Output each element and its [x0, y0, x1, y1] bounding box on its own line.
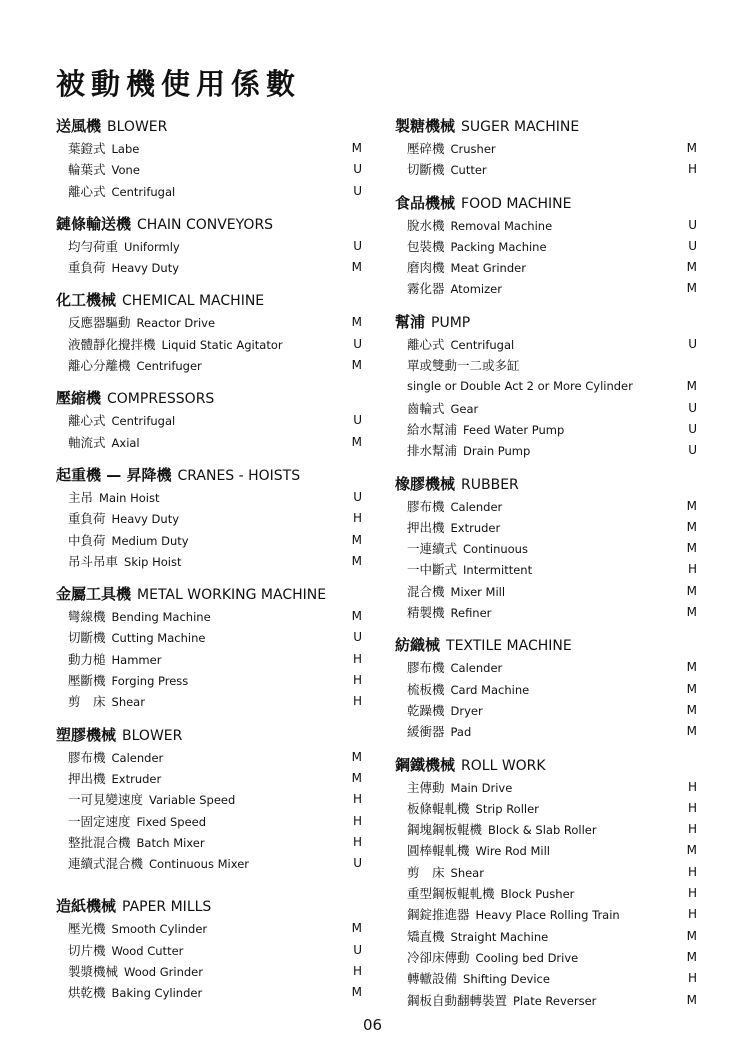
item-label-zh: 葉鐙式 — [68, 141, 106, 156]
item-label-zh: 一連續式 — [407, 541, 458, 557]
item-label-zh: 一可見變速度 — [68, 792, 144, 808]
item-label-en: Card Machine — [450, 682, 530, 697]
service-factor-code: U — [688, 443, 697, 458]
item-label-en: Calender — [450, 499, 503, 514]
item-label-en: Meat Grinder — [450, 261, 526, 276]
item-label-zh: 離心分離機 — [68, 358, 131, 374]
section-heading — [56, 463, 362, 487]
item-label-zh: 鋼錠推進器 — [407, 907, 470, 923]
service-factor-code: U — [353, 856, 362, 871]
item-label-zh: 切片機 — [68, 942, 106, 958]
item-label-zh: 均勻荷重 — [68, 238, 119, 254]
section-heading-zh: 起重機 — 昇降機 — [56, 465, 172, 484]
list-item — [395, 926, 697, 947]
service-factor-code: M — [686, 681, 697, 696]
service-factor-code: H — [687, 822, 697, 837]
service-factor-code: M — [686, 583, 697, 598]
item-label-zh: 連續式混合機 — [68, 856, 144, 872]
item-label-zh: 包裝機 — [407, 238, 445, 254]
section-heading-en: CRANES - HOISTS — [177, 467, 301, 484]
item-label-en: Vone — [111, 163, 140, 178]
section-heading — [395, 191, 697, 215]
item-label-en: Shear — [111, 695, 145, 710]
list-item — [56, 940, 362, 961]
section-heading — [395, 310, 697, 334]
list-item — [56, 691, 362, 712]
list-item — [395, 883, 697, 904]
item-label-en: Forging Press — [111, 674, 189, 689]
section-heading — [56, 582, 362, 606]
item-label-zh: 製漿機械 — [68, 964, 119, 980]
item-label-zh: 冷卻床傳動 — [407, 949, 470, 965]
section-heading — [395, 114, 697, 138]
item-label-zh: 中負荷 — [68, 532, 106, 548]
list-item — [56, 236, 362, 257]
item-label-zh: 吊斗吊車 — [68, 553, 119, 569]
item-label-zh: 緩衝器 — [407, 724, 445, 740]
service-factor-code: U — [353, 162, 362, 177]
list-item — [56, 138, 362, 159]
service-factor-code: H — [687, 800, 697, 815]
list-item — [395, 947, 697, 968]
section-heading-zh: 製糖機械 — [395, 117, 456, 135]
section-heading-zh: 橡膠機械 — [395, 474, 456, 493]
item-label-zh: 霧化器 — [407, 281, 445, 297]
list-item — [56, 551, 362, 572]
item-label-zh: 梳板機 — [407, 681, 445, 697]
service-factor-code: H — [687, 162, 697, 177]
section-heading-zh: 金屬工具機 — [56, 585, 132, 604]
service-factor-code: U — [688, 400, 697, 415]
service-factor-code: M — [351, 749, 362, 764]
list-item — [395, 904, 697, 925]
service-factor-code: M — [351, 921, 362, 936]
item-label-zh: 一固定速度 — [68, 813, 131, 829]
section-heading — [56, 212, 362, 236]
service-factor-code: U — [688, 217, 697, 232]
item-label-zh: 離心式 — [68, 183, 106, 199]
item-label-en: Cutting Machine — [111, 631, 206, 646]
service-factor-code: H — [352, 813, 362, 828]
service-factor-code: M — [686, 498, 697, 513]
section-heading-en: PAPER MILLS — [122, 899, 212, 916]
list-item — [395, 657, 697, 678]
item-label-en: Plate Reverser — [513, 993, 597, 1008]
list-item — [56, 312, 362, 333]
item-label-zh: 板條輥軋機 — [407, 800, 470, 816]
service-factor-code: U — [353, 238, 362, 253]
service-factor-code: M — [351, 609, 362, 624]
service-factor-code: M — [686, 519, 697, 534]
section-heading-zh: 食品機械 — [395, 193, 456, 212]
item-label-en: Calender — [111, 750, 164, 765]
item-label-en: Refiner — [450, 606, 492, 621]
item-label-en: Bending Machine — [111, 610, 211, 625]
service-factor-code: M — [351, 532, 362, 547]
item-label-en: Centrifugal — [111, 184, 176, 199]
item-label-en: single or Double Act 2 or More Cylinder — [407, 379, 633, 394]
item-label-en: Shear — [450, 865, 484, 880]
service-factor-code: M — [686, 843, 697, 858]
service-factor-code: U — [688, 421, 697, 436]
item-label-en: Variable Speed — [149, 793, 236, 808]
item-label-en: Crusher — [450, 142, 496, 156]
item-label-en: Liquid Static Agitator — [161, 337, 283, 352]
service-factor-code: H — [687, 886, 697, 901]
section-heading-en: METAL WORKING MACHINE — [137, 587, 327, 604]
item-label-zh: 混合機 — [407, 583, 445, 599]
page-title: 被動機使用係數 — [56, 67, 302, 101]
item-label-en: Main Drive — [450, 780, 513, 795]
list-item — [395, 581, 697, 602]
list-item — [395, 721, 697, 742]
service-factor-code: M — [351, 553, 362, 568]
item-label-zh: 切斷機 — [68, 630, 106, 646]
section-heading-zh: 壓縮機 — [56, 389, 102, 408]
list-item — [56, 853, 362, 874]
service-factor-code: H — [352, 964, 362, 979]
item-label-zh: 精製機 — [407, 605, 445, 621]
list-item — [395, 419, 697, 440]
item-label-en: Atomizer — [450, 282, 502, 297]
service-factor-code: U — [353, 942, 362, 957]
section-heading-en: PUMP — [431, 314, 471, 331]
list-item — [395, 440, 697, 461]
item-label-en: Uniformly — [124, 239, 180, 254]
section-heading — [395, 753, 697, 777]
list-item — [56, 432, 362, 453]
list-item — [395, 777, 697, 798]
item-label-en: Centrifugal — [450, 337, 515, 352]
item-label-zh: 給水幫浦 — [407, 421, 458, 437]
list-item — [56, 159, 362, 180]
item-label-en: Cutter — [450, 163, 487, 178]
item-label-en: Feed Water Pump — [463, 422, 565, 437]
list-item — [56, 606, 362, 627]
service-factor-code: M — [351, 434, 362, 449]
service-factor-code: M — [686, 724, 697, 739]
item-label-zh: 液體靜化攪拌機 — [68, 336, 156, 352]
service-factor-code: H — [687, 971, 697, 986]
item-label-en: Batch Mixer — [136, 835, 205, 850]
section-heading-en: RUBBER — [461, 476, 519, 493]
list-item — [395, 819, 697, 840]
list-item — [395, 398, 697, 419]
section-heading — [395, 633, 697, 657]
list-item — [395, 538, 697, 559]
section-heading — [56, 288, 362, 312]
service-factor-code: U — [353, 630, 362, 645]
item-label-en: Continuous — [463, 542, 528, 557]
service-factor-code: H — [687, 562, 697, 577]
list-item — [395, 602, 697, 623]
item-label-zh: 乾躁機 — [407, 702, 445, 718]
item-label-en: Baking Cylinder — [111, 986, 203, 1001]
section-heading-zh: 造紙機械 — [56, 897, 117, 916]
item-label-en: Dryer — [450, 703, 483, 718]
item-label-zh: 離心式 — [68, 413, 106, 429]
item-label-zh: 矯直機 — [407, 928, 445, 944]
item-label-en: Heavy Duty — [111, 512, 180, 527]
item-label-en: Intermittent — [463, 563, 533, 578]
list-item — [56, 832, 362, 853]
list-item — [56, 334, 362, 355]
item-label-en: Packing Machine — [450, 239, 547, 254]
list-item — [56, 768, 362, 789]
item-label-en: Medium Duty — [111, 533, 189, 548]
service-factor-code: M — [351, 770, 362, 785]
service-factor-code: U — [688, 238, 697, 253]
list-item — [395, 517, 697, 538]
item-label-zh: 壓斷機 — [68, 673, 106, 689]
list-item — [56, 181, 362, 202]
section-heading-en: BLOWER — [107, 119, 168, 135]
list-item — [56, 747, 362, 768]
item-label-en: Labe — [111, 142, 140, 156]
item-label-zh: 主吊 — [68, 489, 94, 505]
item-label-en: Continuous Mixer — [149, 857, 249, 872]
item-label-en: Calender — [450, 661, 503, 676]
section-heading-zh: 鋼鐵機械 — [395, 755, 456, 774]
item-label-en: Gear — [450, 401, 479, 416]
service-factor-code: H — [687, 864, 697, 879]
list-item — [395, 376, 697, 397]
service-factor-code: M — [351, 260, 362, 275]
item-label-zh: 重負荷 — [68, 260, 106, 276]
item-label-en: Wood Grinder — [124, 965, 203, 980]
list-item — [395, 355, 697, 376]
item-label-zh: 反應器驅動 — [68, 315, 131, 331]
service-factor-code: H — [352, 792, 362, 807]
service-factor-code: U — [353, 413, 362, 428]
service-factor-code: M — [686, 260, 697, 275]
item-label-en: Cooling bed Drive — [475, 950, 579, 965]
item-label-zh: 單或雙動一二或多缸 — [407, 358, 520, 374]
service-factor-code: M — [686, 379, 697, 394]
item-label-zh: 輪葉式 — [68, 162, 106, 178]
page-number: 06 — [362, 1016, 383, 1034]
list-item — [395, 496, 697, 517]
item-label-en: Block Pusher — [500, 887, 575, 902]
item-label-zh: 膠布機 — [407, 660, 445, 676]
item-label-zh: 整批混合機 — [68, 834, 131, 850]
item-label-zh: 離心式 — [407, 336, 445, 352]
item-label-en: Fixed Speed — [136, 814, 207, 829]
list-item — [56, 789, 362, 810]
list-item — [56, 811, 362, 832]
section-heading-zh: 鏈條輸送機 — [56, 214, 132, 233]
service-factor-code: M — [686, 949, 697, 964]
item-label-zh: 轉轍設備 — [407, 971, 458, 987]
service-factor-code: M — [686, 605, 697, 620]
item-label-en: Centrifugal — [111, 414, 176, 429]
service-factor-code: H — [352, 834, 362, 849]
item-label-zh: 重負荷 — [68, 511, 106, 527]
list-item — [395, 700, 697, 721]
item-label-zh: 押出機 — [407, 519, 445, 535]
section-heading-en: BLOWER — [122, 727, 183, 744]
item-label-zh: 軸流式 — [68, 434, 106, 450]
section-heading-zh: 塑膠機械 — [56, 725, 117, 744]
item-label-en: Drain Pump — [463, 444, 531, 459]
list-item — [56, 961, 362, 982]
item-label-zh: 重型鋼板輥軋機 — [407, 886, 495, 902]
item-label-en: Extruder — [450, 520, 501, 535]
list-item — [56, 670, 362, 691]
section-heading-zh: 化工機械 — [56, 291, 117, 310]
item-label-en: Axial — [111, 435, 140, 450]
service-factor-code: U — [353, 336, 362, 351]
item-label-zh: 脫水機 — [407, 217, 445, 233]
item-label-zh: 壓光機 — [68, 921, 106, 937]
item-label-en: Centrifuger — [136, 359, 202, 374]
service-factor-code: M — [351, 358, 362, 373]
service-factor-code: U — [353, 489, 362, 504]
section-heading-en: FOOD MACHINE — [461, 195, 572, 212]
list-item — [395, 257, 697, 278]
item-label-zh: 主傳動 — [407, 779, 445, 795]
item-label-zh: 磨肉機 — [407, 260, 445, 276]
section-heading — [56, 114, 362, 138]
service-factor-code: M — [686, 141, 697, 155]
list-item — [56, 355, 362, 376]
item-label-en: Wood Cutter — [111, 943, 184, 958]
section-heading-en: ROLL WORK — [461, 757, 546, 774]
item-label-zh: 膠布機 — [407, 498, 445, 514]
item-label-zh: 壓碎機 — [407, 141, 445, 156]
section-heading-en: CHEMICAL MACHINE — [122, 293, 265, 310]
item-label-en: Main Hoist — [99, 490, 160, 505]
section-heading-en: COMPRESSORS — [107, 391, 215, 408]
list-item — [395, 968, 697, 989]
service-factor-code: M — [686, 928, 697, 943]
service-factor-code: M — [686, 702, 697, 717]
list-item — [395, 559, 697, 580]
service-factor-code: H — [687, 779, 697, 794]
item-label-en: Shifting Device — [463, 972, 550, 987]
list-item — [395, 138, 697, 159]
item-label-en: Straight Machine — [450, 929, 549, 944]
item-label-en: Block & Slab Roller — [488, 823, 597, 838]
item-label-zh: 切斷機 — [407, 162, 445, 178]
item-label-zh: 鋼板自動翻轉裝置 — [407, 992, 508, 1008]
section-heading — [395, 472, 697, 496]
item-label-en: Extruder — [111, 771, 162, 786]
item-label-en: Hammer — [111, 652, 162, 667]
service-factor-code: M — [686, 992, 697, 1007]
list-item — [395, 798, 697, 819]
list-item — [56, 487, 362, 508]
service-factor-code: U — [688, 336, 697, 351]
item-label-en: Pad — [450, 725, 472, 740]
list-item — [56, 627, 362, 648]
service-factor-code: M — [351, 141, 362, 155]
item-label-zh: 齒輪式 — [407, 400, 445, 416]
item-label-zh: 剪 床 — [407, 864, 445, 880]
item-label-zh: 排水幫浦 — [407, 443, 458, 459]
item-label-zh: 鋼塊鋼板輥機 — [407, 822, 483, 838]
service-factor-code: M — [686, 281, 697, 296]
item-label-en: Smooth Cylinder — [111, 922, 208, 937]
service-factor-code: H — [352, 511, 362, 526]
list-item — [395, 990, 697, 1011]
item-label-en: Reactor Drive — [136, 316, 216, 331]
item-label-en: Removal Machine — [450, 218, 553, 233]
item-label-en: Skip Hoist — [124, 554, 182, 569]
section-heading-en: TEXTILE MACHINE — [446, 638, 572, 655]
section-heading — [56, 386, 362, 410]
item-label-zh: 剪 床 — [68, 694, 106, 710]
item-label-zh: 動力槌 — [68, 651, 106, 667]
section-heading-zh: 幫浦 — [395, 312, 426, 331]
section-heading — [56, 894, 362, 918]
item-label-zh: 押出機 — [68, 770, 106, 786]
service-factor-code: U — [353, 183, 362, 198]
list-item — [395, 862, 697, 883]
service-factor-code: H — [352, 694, 362, 709]
service-factor-code: M — [686, 660, 697, 675]
left-column — [56, 114, 362, 1004]
list-item — [56, 257, 362, 278]
list-item — [395, 840, 697, 861]
list-item — [56, 508, 362, 529]
item-label-en: Mixer Mill — [450, 584, 506, 599]
section-heading-en: SUGER MACHINE — [461, 119, 580, 135]
service-factor-code: M — [351, 985, 362, 1000]
item-label-en: Heavy Place Rolling Train — [475, 908, 620, 923]
section-heading-zh: 紡織械 — [395, 636, 441, 655]
service-factor-code: H — [352, 673, 362, 688]
item-label-en: Wire Rod Mill — [475, 844, 551, 859]
service-factor-code: H — [687, 907, 697, 922]
list-item — [56, 918, 362, 939]
section-heading — [56, 723, 362, 747]
item-label-zh: 彎線機 — [68, 609, 106, 625]
item-label-zh: 膠布機 — [68, 749, 106, 765]
item-label-zh: 烘乾機 — [68, 985, 106, 1001]
list-item — [395, 159, 697, 180]
section-heading-zh: 送風機 — [56, 117, 102, 135]
service-factor-code: M — [351, 315, 362, 330]
section-heading-en: CHAIN CONVEYORS — [137, 216, 274, 233]
list-item — [56, 649, 362, 670]
item-label-zh: 圓棒輥軋機 — [407, 843, 470, 859]
list-item — [56, 982, 362, 1003]
list-item — [56, 410, 362, 431]
item-label-en: Strip Roller — [475, 801, 539, 816]
item-label-zh: 一中斷式 — [407, 562, 458, 578]
list-item — [395, 278, 697, 299]
list-item — [56, 530, 362, 551]
list-item — [395, 215, 697, 236]
service-factor-code: M — [686, 541, 697, 556]
service-factor-code: H — [352, 651, 362, 666]
right-column — [395, 114, 697, 1011]
list-item — [395, 334, 697, 355]
list-item — [395, 679, 697, 700]
list-item — [395, 236, 697, 257]
item-label-en: Heavy Duty — [111, 261, 180, 276]
